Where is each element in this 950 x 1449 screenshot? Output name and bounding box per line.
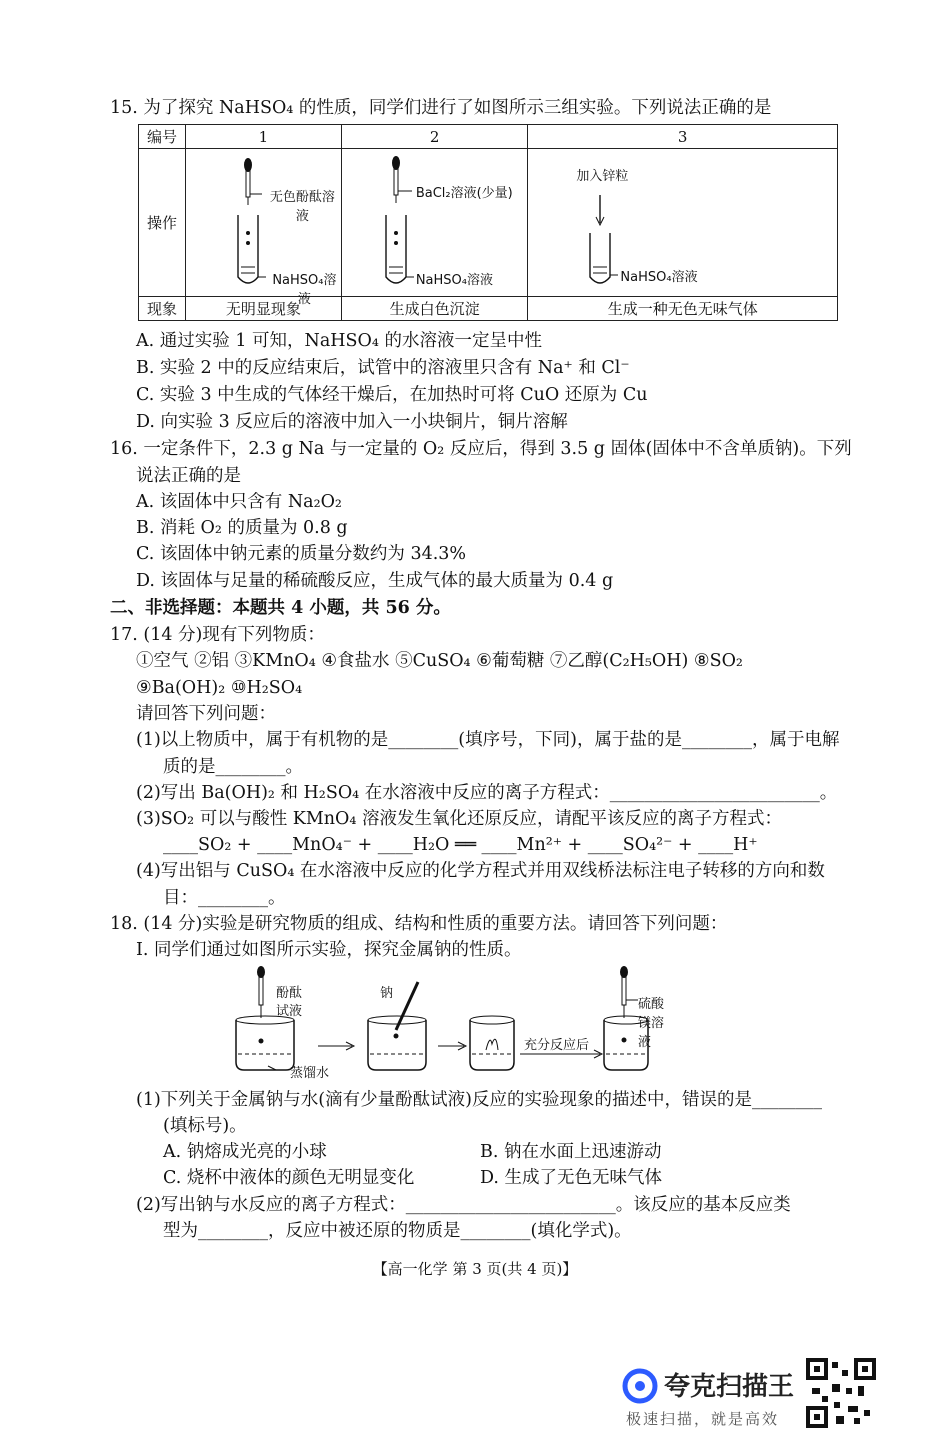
q18-option-c: C. 烧杯中液体的颜色无明显变化 [163,1168,415,1188]
row-label-operation: 操作 [139,149,186,297]
q17-prompt: 请回答下列问题： [136,704,276,724]
section-2-heading: 二、非选择题：本题共 4 小题，共 56 分。 [110,598,451,618]
q16-option-d: D. 该固体与足量的稀硫酸反应，生成气体的最大质量为 0.4 g [136,571,614,591]
row-label-number: 编号 [139,125,186,149]
q18-part1-q1-line2: (填标号)。 [163,1116,247,1136]
phenomenon-2: 生成白色沉淀 [341,297,528,321]
q18-part1-q2-line1: (2)写出钠与水反应的离子方程式：________________________。该反应的基本反应类 [136,1195,791,1215]
q17-part3-equation: ____SO₂ + ____MnO₄⁻ + ____H₂O ══ ____Mn²⁺ + ____SO₄²⁻ + ____H⁺ [163,835,758,855]
qr-code-icon [806,1358,876,1428]
q17-part2: (2)写出 Ba(OH)₂ 和 H₂SO₄ 在水溶液中反应的离子方程式：________________________。 [136,783,838,803]
exp-number-3: 3 [528,125,838,149]
reagent-2: BaCl₂溶液(少量) [415,186,513,201]
q17-part3-line1: (3)SO₂ 可以与酸性 KMnO₄ 溶液发生氧化还原反应，请配平该反应的离子方程式： [136,809,782,829]
q16-stem-line1: 16. 一定条件下，2.3 g Na 与一定量的 O₂ 反应后，得到 3.5 g 固体(固体中不含单质钠)。下列 [110,439,852,459]
exp-2-figure [341,149,528,297]
tube-label-2: NaHSO₄溶液 [415,273,493,288]
q16-stem-line2: 说法正确的是 [136,466,241,486]
scanner-slogan: 极速扫描，就是高效 [626,1410,780,1428]
q17-part1-line2: 质的是________。 [163,757,303,777]
reagent-1: 无色酚酞溶液 [269,190,335,224]
q15-option-b: B. 实验 2 中的反应结束后，试管中的溶液里只含有 Na⁺ 和 Cl⁻ [136,358,630,378]
q16-option-a: A. 该固体中只含有 Na₂O₂ [136,492,342,512]
q18-part1-intro: Ⅰ. 同学们通过如图所示实验，探究金属钠的性质。 [136,940,522,960]
exp-1-figure [186,149,342,307]
q17-part4-line2: 目：________。 [163,888,286,908]
label-distilled-water: 蒸馏水 [290,1066,330,1081]
reagent-3: 加入锌粒 [576,169,629,184]
phenomenon-1: 无明显现象 [186,297,342,321]
phenomenon-3: 生成一种无色无味气体 [528,297,838,321]
exp-number-2: 2 [341,125,528,149]
q18-part1-q2-line2: 型为________，反应中被还原的物质是________(填化学式)。 [163,1221,632,1241]
experiment-table [138,124,838,321]
exp-3-figure [528,149,838,297]
exp-number-1: 1 [186,125,342,149]
label-phenolphthalein: 酚酞 [276,986,303,1001]
label-sodium: 钠 [380,986,394,1001]
label-after-reaction: 充分反应后 [524,1038,590,1053]
q18-option-d: D. 生成了无色无味气体 [480,1168,663,1188]
q18-option-b: B. 钠在水面上迅速游动 [480,1142,662,1162]
q15-option-a: A. 通过实验 1 可知，NaHSO₄ 的水溶液一定呈中性 [136,331,542,351]
q18-part1-q1-line1: (1)下列关于金属钠与水(滴有少量酚酞试液)反应的实验现象的描述中，错误的是________ [136,1090,822,1110]
page-footer: 【高一化学 第 3 页(共 4 页)】 [372,1260,578,1278]
q17-stem: 17. (14 分)现有下列物质： [110,625,325,645]
label-indicator: 试液 [276,1004,303,1019]
q18-stem: 18. (14 分)实验是研究物质的组成、结构和性质的重要方法。请回答下列问题： [110,914,728,934]
tube-label-3: NaHSO₄溶液 [620,270,698,285]
q15-stem: 15. 为了探究 NaHSO₄ 的性质，同学们进行了如图所示三组实验。下列说法正确的是 [110,98,772,118]
q17-substance-list-1: ①空气 ②铝 ③KMnO₄ ④食盐水 ⑤CuSO₄ ⑥葡萄糖 ⑦乙醇(C₂H₅OH) ⑧SO₂ [136,651,743,671]
q17-part1-line1: (1)以上物质中，属于有机物的是________(填序号，下同)，属于盐的是________，属于电解 [136,730,840,750]
q16-option-b: B. 消耗 O₂ 的质量为 0.8 g [136,518,348,538]
q16-option-c: C. 该固体中钠元素的质量分数约为 34.3% [136,544,467,564]
q15-option-d: D. 向实验 3 反应后的溶液中加入一小块铜片，铜片溶解 [136,412,568,432]
q17-substance-list-2: ⑨Ba(OH)₂ ⑩H₂SO₄ [136,678,303,698]
row-label-phenomenon: 现象 [139,297,186,321]
q18-option-a: A. 钠熔成光亮的小球 [163,1142,327,1162]
label-mgso4-solution: 硫酸镁溶液 [638,997,665,1050]
sodium-experiment-figure [228,966,668,1081]
tube-label-1: NaHSO₄溶液 [272,273,337,307]
q15-option-c: C. 实验 3 中生成的气体经干燥后，在加热时可将 CuO 还原为 Cu [136,385,648,405]
q17-part4-line1: (4)写出铝与 CuSO₄ 在水溶液中反应的化学方程式并用双线桥法标注电子转移的方向和数 [136,861,825,881]
quark-logo-icon [622,1368,658,1404]
scanner-brand: 夸克扫描王 [664,1372,795,1402]
